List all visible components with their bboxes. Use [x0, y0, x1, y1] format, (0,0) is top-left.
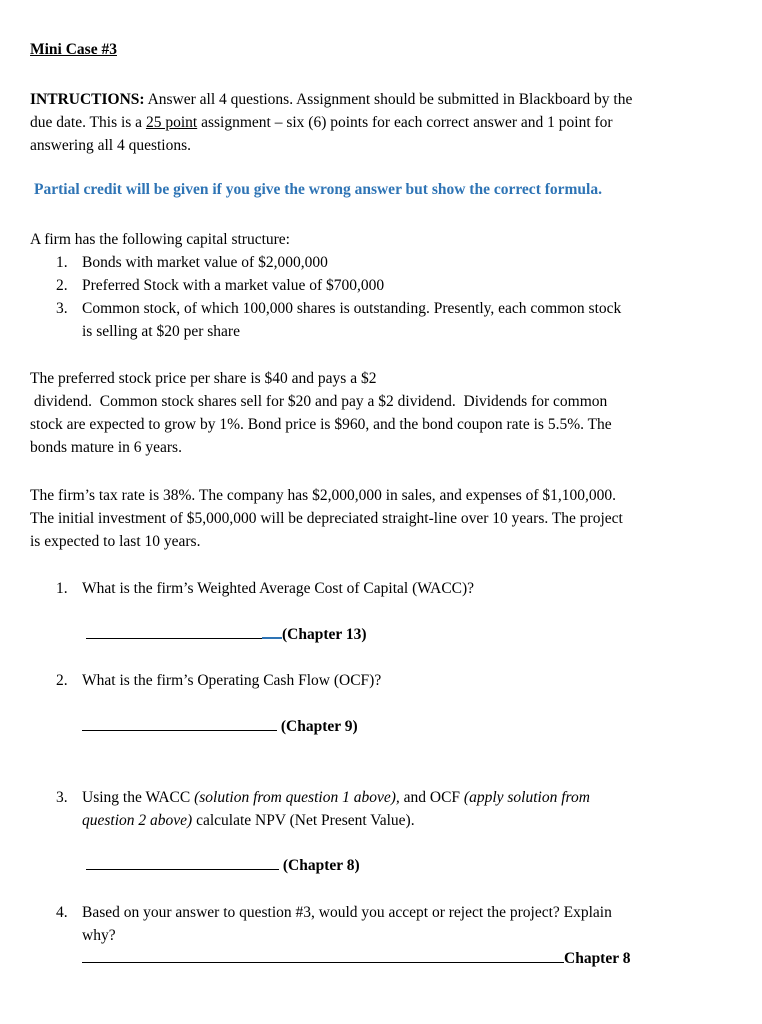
- answer-1-link-mark: [262, 623, 282, 639]
- question-3-line-2: [82, 809, 415, 832]
- instructions-line-2b: assignment – six (6) points for each correct answer and 1 point for: [197, 114, 613, 131]
- answer-1-row: [86, 623, 367, 646]
- answer-1-blank[interactable]: [86, 624, 262, 639]
- answer-4-row: [82, 947, 630, 970]
- answer-2-row: [82, 715, 358, 738]
- tax-line-2: The initial investment of $5,000,000 will be depreciated straight-line over 10 years. The project: [30, 510, 623, 527]
- question-1-num: 1.: [56, 580, 68, 597]
- answer-3-row: [86, 854, 360, 877]
- question-3-chapter: (Chapter 8): [282, 857, 360, 874]
- instructions-line-1: Answer all 4 questions. Assignment should be submitted in Blackboard by the: [144, 91, 633, 108]
- capital-item-3-num: 3.: [56, 300, 68, 317]
- instructions-label: INTRUCTIONS:: [30, 91, 145, 108]
- instructions-line-3: answering all 4 questions.: [30, 137, 192, 154]
- preferred-line-1: The preferred stock price per share is $40 and pays a $2: [30, 370, 377, 387]
- question-2-chapter: (Chapter 9): [280, 718, 358, 735]
- preferred-line-2: dividend. Common stock shares sell for $20 and pay a $2 dividend. Dividends for common: [30, 393, 608, 410]
- question-1-text: What is the firm’s Weighted Average Cost of Capital (WACC)?: [82, 580, 475, 597]
- question-2-text: What is the firm’s Operating Cash Flow (OCF)?: [82, 672, 382, 689]
- preferred-line-3: stock are expected to grow by 1%. Bond price is $960, and the bond coupon rate is 5.5%. The: [30, 416, 612, 433]
- instructions-paragraph: [30, 88, 730, 157]
- instructions-line-2a: due date. This is a: [30, 114, 146, 131]
- question-3-text-a: Using the WACC: [82, 789, 195, 806]
- question-3-text-c: and OCF: [399, 789, 464, 806]
- answer-2-blank[interactable]: [82, 716, 277, 731]
- question-4-num: 4.: [56, 904, 68, 921]
- capital-item-3-line-2: is selling at $20 per share: [82, 323, 240, 340]
- tax-line-3: is expected to last 10 years.: [30, 533, 201, 550]
- question-4-line-2: why?: [82, 927, 116, 944]
- question-3-text-e: question 2 above): [82, 812, 193, 829]
- question-3-num: 3.: [56, 789, 68, 806]
- capital-item-2-num: 2.: [56, 277, 68, 294]
- partial-credit-note: Partial credit will be given if you give the wrong answer but show the correct formula.: [34, 181, 602, 198]
- question-3-line-1: [82, 786, 590, 809]
- preferred-line-4: bonds mature in 6 years.: [30, 439, 182, 456]
- capital-item-1: Bonds with market value of $2,000,000: [82, 254, 328, 271]
- answer-3-blank[interactable]: [86, 855, 279, 870]
- question-2-num: 2.: [56, 672, 68, 689]
- capital-item-3-line-1: Common stock, of which 100,000 shares is outstanding. Presently, each common stock: [82, 300, 622, 317]
- question-3-text-b: (solution from question 1 above),: [194, 789, 400, 806]
- tax-line-1: The firm’s tax rate is 38%. The company has $2,000,000 in sales, and expenses of $1,100,000.: [30, 487, 617, 504]
- capital-item-2: Preferred Stock with a market value of $700,000: [82, 277, 385, 294]
- page-title: Mini Case #3: [30, 41, 117, 58]
- capital-intro: A firm has the following capital structure:: [30, 231, 290, 248]
- question-4-chapter: Chapter 8: [564, 950, 631, 967]
- answer-4-blank[interactable]: [82, 948, 564, 963]
- question-3-text-f: calculate NPV (Net Present Value).: [192, 812, 415, 829]
- question-3-text-d: (apply solution from: [463, 789, 590, 806]
- points-link[interactable]: 25 point: [145, 114, 198, 131]
- question-1-chapter: (Chapter 13): [282, 626, 367, 643]
- question-4-line-1: Based on your answer to question #3, would you accept or reject the project? Explain: [82, 904, 612, 921]
- capital-item-1-num: 1.: [56, 254, 68, 271]
